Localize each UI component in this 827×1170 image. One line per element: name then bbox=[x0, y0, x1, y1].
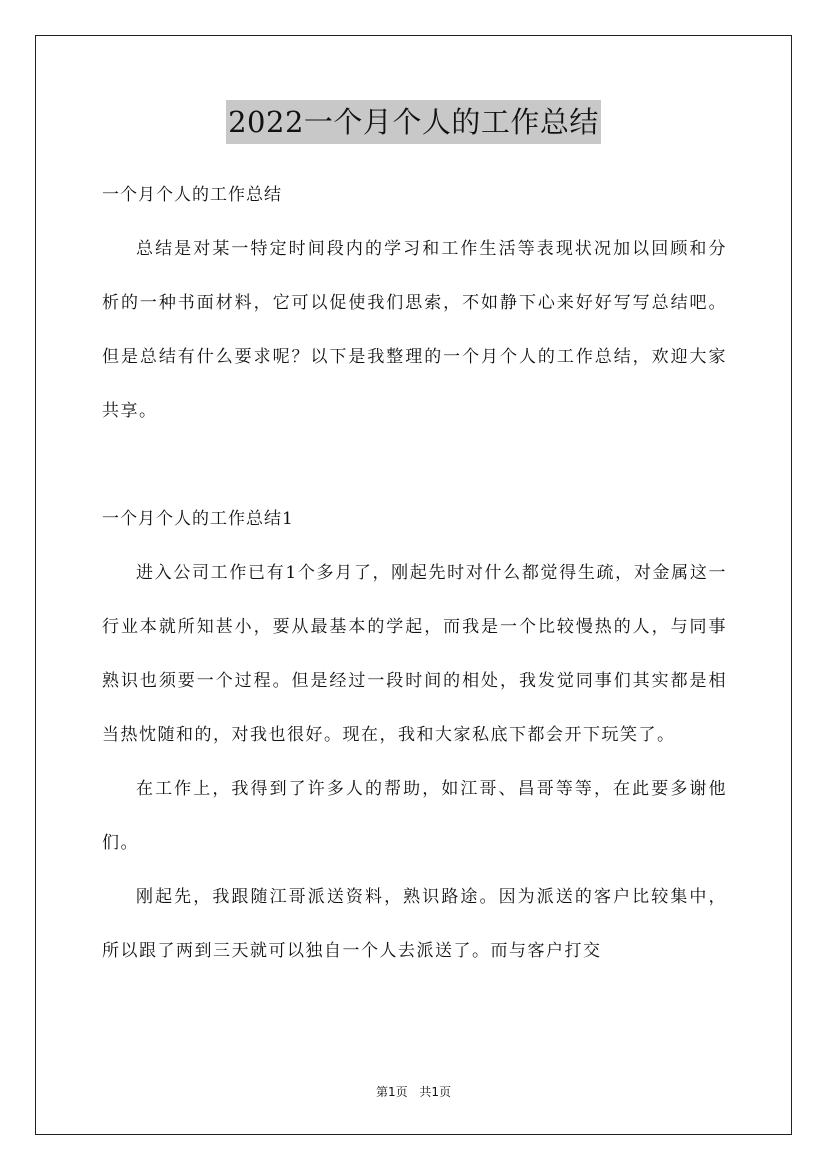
document-title: 2022一个月个人的工作总结 bbox=[226, 100, 601, 144]
section-1-paragraph-2: 在工作上，我得到了许多人的帮助，如江哥、昌哥等等，在此要多谢他们。 bbox=[102, 779, 727, 853]
page-footer bbox=[0, 1083, 827, 1100]
page-total: 共1页 bbox=[419, 1085, 452, 1099]
blank-line bbox=[102, 438, 727, 492]
document-body bbox=[102, 168, 727, 978]
title-container bbox=[0, 100, 827, 144]
section-1-paragraph-3: 刚起先，我跟随江哥派送资料，熟识路途。因为派送的客户比较集中，所以跟了两到三天就可以独自一个人去派送了。而与客户打交 bbox=[102, 887, 727, 961]
section-1-heading: 一个月个人的工作总结1 bbox=[102, 509, 294, 529]
intro-heading: 一个月个人的工作总结 bbox=[102, 185, 282, 205]
section-1-paragraph-1: 进入公司工作已有1个多月了，刚起先时对什么都觉得生疏，对金属这一行业本就所知甚小，要从最基本的学起，而我是一个比较慢热的人，与同事熟识也须要一个过程。但是经过一段时间的相处，我发觉同事们其实都是相当热忱随和的，对我也很好。现在，我和大家私底下都会开下玩笑了。 bbox=[102, 563, 727, 745]
intro-paragraph: 总结是对某一特定时间段内的学习和工作生活等表现状况加以回顾和分析的一种书面材料，它可以促使我们思索，不如静下心来好好写写总结吧。但是总结有什么要求呢？以下是我整理的一个月个人的工作总结，欢迎大家共享。 bbox=[102, 239, 727, 421]
page-number: 第1页 bbox=[375, 1085, 408, 1099]
